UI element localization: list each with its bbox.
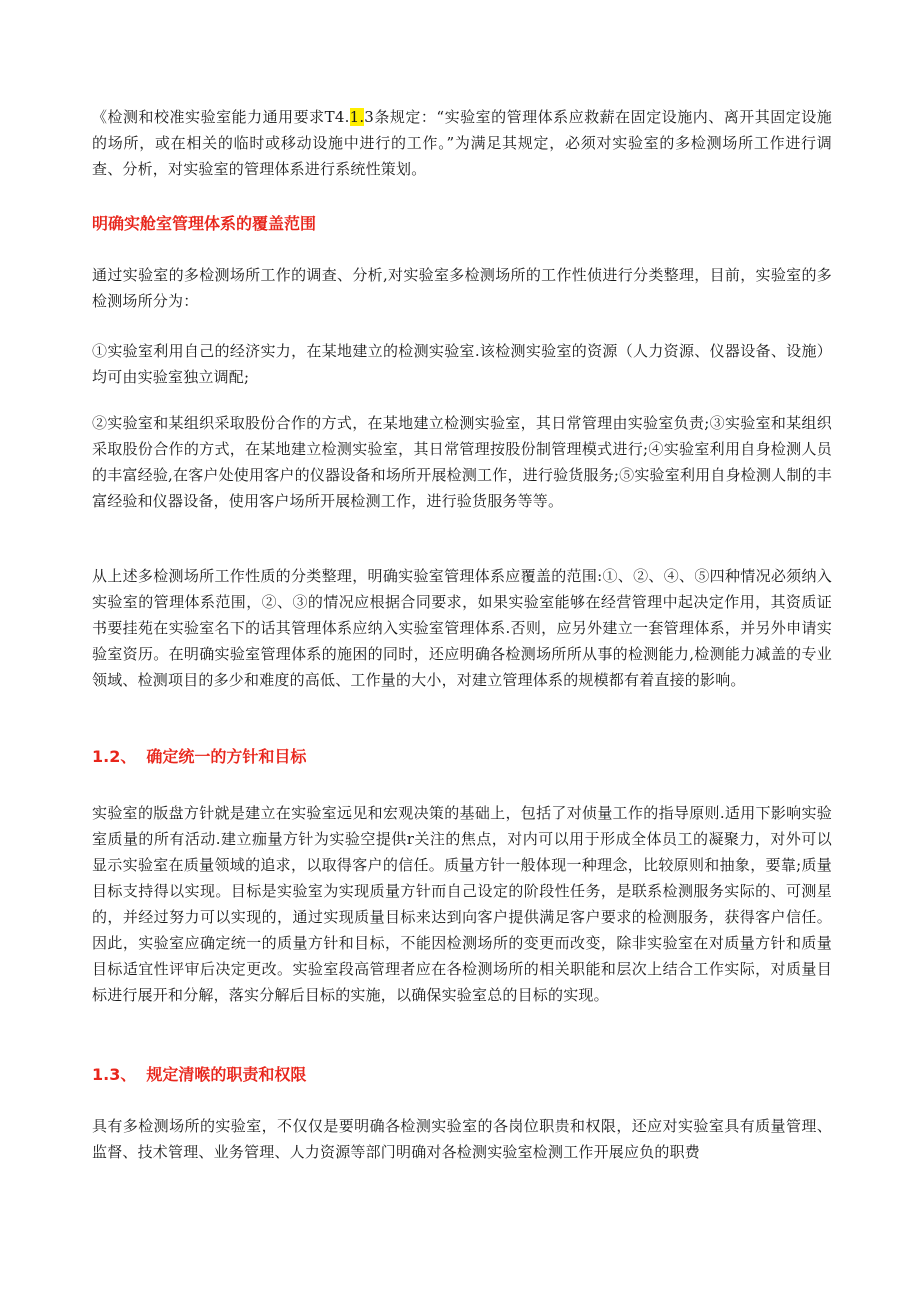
section-heading-policy <box>92 745 832 769</box>
section-number: 1.3、 <box>92 1065 137 1084</box>
scope-paragraph-2: ①实验室利用自己的经济实力，在某地建立的检测实验室.该检测实验室的资源（人力资源、仪器设备、设施）均可由实验室独立调配; <box>92 342 832 386</box>
section-heading-title: 规定清喉的职责和权限 <box>146 1065 307 1084</box>
section-heading-scope <box>92 212 832 236</box>
section-number: 1.2、 <box>92 747 137 766</box>
intro-paragraph <box>92 104 832 182</box>
policy-paragraph: 实验室的版盘方针就是建立在实验室远见和宏观决策的基础上，包括了对侦量工作的指导原则.适用下影响实验室质量的所有活动.建立痂量方针为实验空提供r关注的焦点，对内可以用于形成全体员工的凝聚力，对外可以显示实验室在质量领域的追求，以取得客户的信任。质量方针一般体现一种理念，比较原则和抽象，要靠;质量目标支持得以实现。目标是实验室为实现质量方针而自己设定的阶段性任务，是联系检测服务实际的、可测星的，并经过努力可以实现的，通过实现质量目标来达到向客户提供满足客户要求的检测服务，获得客户信任。因此，实验室应确定统一的质量方针和目标，不能因检测场所的变更而改变，除非实验室在对质量方针和质量目标适宜性评审后决定更改。实验室段高管理者应在各检测场所的相关职能和层次上结合工作实际，对质量目标进行展开和分解，落实分解后目标的实施，以确保实验室总的目标的实现。 <box>92 804 832 1004</box>
section-heading-responsibility <box>92 1063 832 1087</box>
highlighted-text: 1. <box>349 108 365 126</box>
scope-paragraph-3: ②实验室和某组织采取股份合作的方式，在某地建立检测实验室，其日常管理由实验室负责;③实验室和某组织采取股份合作的方式，在某地建立检测实验室，其日常管理按股份制管理模式进行;④实验室利用自身检测人员的丰富经验,在客户处使用客户的仪器设备和场所开展检测工作，进行验货服务;⑤实验室利用自身检测人制的丰富经验和仪器设备，使用客户场所开展检测工作，进行验货服务等等。 <box>92 414 832 510</box>
intro-text-part2: 3条规定：“实验室的管理体系应救薪在固定设施内、离开其固定设施的场所，或在相关的临时或移动设施中进行的工作。”为满足其规定，必须对实验室的多检测场所工作进行调查、分析，对实验室的管理体系进行系统性策划。 <box>92 108 833 178</box>
scope-paragraph-1: 通过实验室的多检测场所工作的调查、分析,对实验室多检测场所的工作性侦进行分类整理，目前，实验室的多检测场所分为： <box>92 266 832 310</box>
intro-text-part1: 《检测和校准实验室能力通用要求T4. <box>92 108 350 126</box>
section-heading-title: 明确实舱室管理体系的覆盖范围 <box>92 214 317 233</box>
responsibility-paragraph: 具有多检测场所的实验室，不仅仅是要明确各检测实验室的各岗位职贵和权限，还应对实验室具有质量管理、监督、技术管理、业务管理、人力资源等部门明确对各检测实验室检测工作开展应负的职费 <box>92 1117 832 1161</box>
section-heading-title: 确定统一的方针和目标 <box>146 747 307 766</box>
scope-paragraph-4: 从上述多检测场所工作性质的分类整理，明确实验室管理体系应覆盖的范围:①、②、④、⑤四种情况必须纳入实验室的管理体系范围，②、③的情况应根据合同要求，如果实验室能够在经营管理中起决定作用，其资质证书要挂苑在实验室名下的话其管理体系应纳入实验室管理体系.否则，应另外建立一套管理体系，并另外申请实验室资历。在明确实验室管理体系的施困的同时，还应明确各检测场所所从事的检测能力,检测能力减盖的专业领域、检测项目的多少和难度的高低、工作量的大小，对建立管理体系的规模都有着直接的影响。 <box>92 567 832 689</box>
